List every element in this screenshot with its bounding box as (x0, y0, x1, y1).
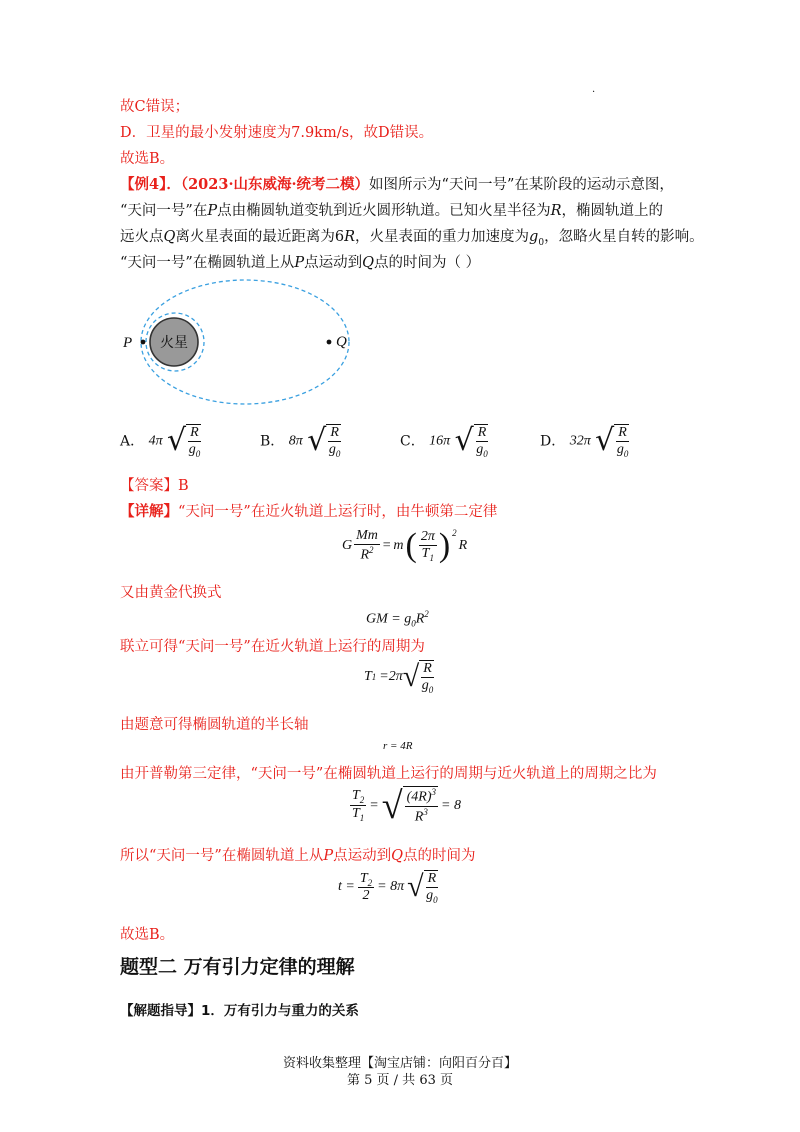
example-source: ．（2023·山东威海·统考二模） (166, 176, 370, 193)
page-dot: . (592, 84, 596, 95)
choice-c[interactable]: C． 16π √ $\frac{R}{g_0}$ (400, 423, 488, 459)
choice-b[interactable]: B． 8π √ $\frac{R}{g_0}$ (260, 423, 341, 459)
sqrt-expression: √ $\frac{R}{g_0}$ (454, 423, 488, 459)
q-label: Q (336, 334, 347, 350)
section-heading: 题型二 万有引力定律的理解 (120, 956, 355, 978)
equation-kepler: $\frac{T_2}{T_1}$ = √ $\frac{(4R)^3}{R^3}$ = 8 (352, 784, 461, 827)
sqrt-expression: √ $\frac{R}{g_0}$ (167, 423, 201, 459)
choice-a[interactable]: A． 4π √ $\frac{R}{g_0}$ (120, 423, 201, 459)
equation-semi-major-axis: r = 4R (383, 740, 413, 752)
example-tag: 【例4】 (120, 176, 167, 193)
choice-d[interactable]: D． 32π √ $\frac{R}{g_0}$ (540, 423, 629, 459)
equation-period: T 1 =2π √ $\frac{R}{g_0}$ (364, 660, 434, 695)
text-line: 所以“天问一号”在椭圆轨道上从P点运动到Q点的时间为 (120, 848, 476, 864)
equation-golden: GM = $g_0R^2$ (366, 609, 429, 629)
text-line: 由题意可得椭圆轨道的半长轴 (120, 717, 309, 733)
example-question-line-3: 远火点Q离火星表面的最近距离为6R，火星表面的重力加速度为$g_0$，忽略火星自转的影响。 (120, 229, 704, 248)
point-p (141, 340, 146, 345)
answer-line: 【答案】B (120, 478, 189, 494)
sqrt-expression: √ $\frac{R}{g_0}$ (595, 423, 629, 459)
example-question-line-4: “天问一号”在椭圆轨道上从P点运动到Q点的时间为（ ） (120, 255, 481, 271)
example-question-line-1: 【例4】．（2023·山东威海·统考二模）如图所示为“天问一号”在某阶段的运动示意图， (120, 176, 674, 193)
mars-label: 火星 (160, 335, 188, 351)
equation-time: t = $\frac{T_2}{2}$ = 8π √ $\frac{R}{g_0}$ (338, 870, 438, 905)
text-line: 故选B。 (120, 151, 175, 167)
guide-line: 【解题指导】1．万有引力与重力的关系 (120, 1003, 359, 1019)
detail-tag: 【详解】 (120, 503, 178, 520)
text-line: 由开普勒第三定律，“天问一号”在椭圆轨道上运行的周期与近火轨道上的周期之比为 (120, 766, 657, 782)
footer-source: 资料收集整理【淘宝店铺：向阳百分百】 (282, 1056, 517, 1071)
detail-line: 【详解】“天问一号”在近火轨道上运行时，由牛顿第二定律 (120, 503, 498, 520)
text-line: 故C错误； (120, 99, 190, 115)
sqrt-expression: √ $\frac{R}{g_0}$ (307, 423, 341, 459)
text-line: 故选B。 (120, 927, 175, 943)
equation-newton: G $\frac{Mm}{R^2}$ = m ( $\frac{2\pi}{T_1}$ ) 2 R (342, 526, 468, 564)
text-line: D．卫星的最小发射速度为7.9km/s，故D错误。 (120, 125, 434, 141)
p-label: P (123, 335, 133, 351)
example-question-line-2: “天问一号”在P点由椭圆轨道变轨到近火圆形轨道。已知火星半径为R，椭圆轨道上的 (120, 203, 664, 219)
point-q (327, 340, 332, 345)
text-line: 联立可得“天问一号”在近火轨道上运行的周期为 (120, 639, 425, 655)
orbit-diagram (110, 270, 360, 415)
footer-page-number: 第 5 页 / 共 63 页 (347, 1073, 453, 1088)
text-line: 又由黄金代换式 (120, 585, 222, 601)
